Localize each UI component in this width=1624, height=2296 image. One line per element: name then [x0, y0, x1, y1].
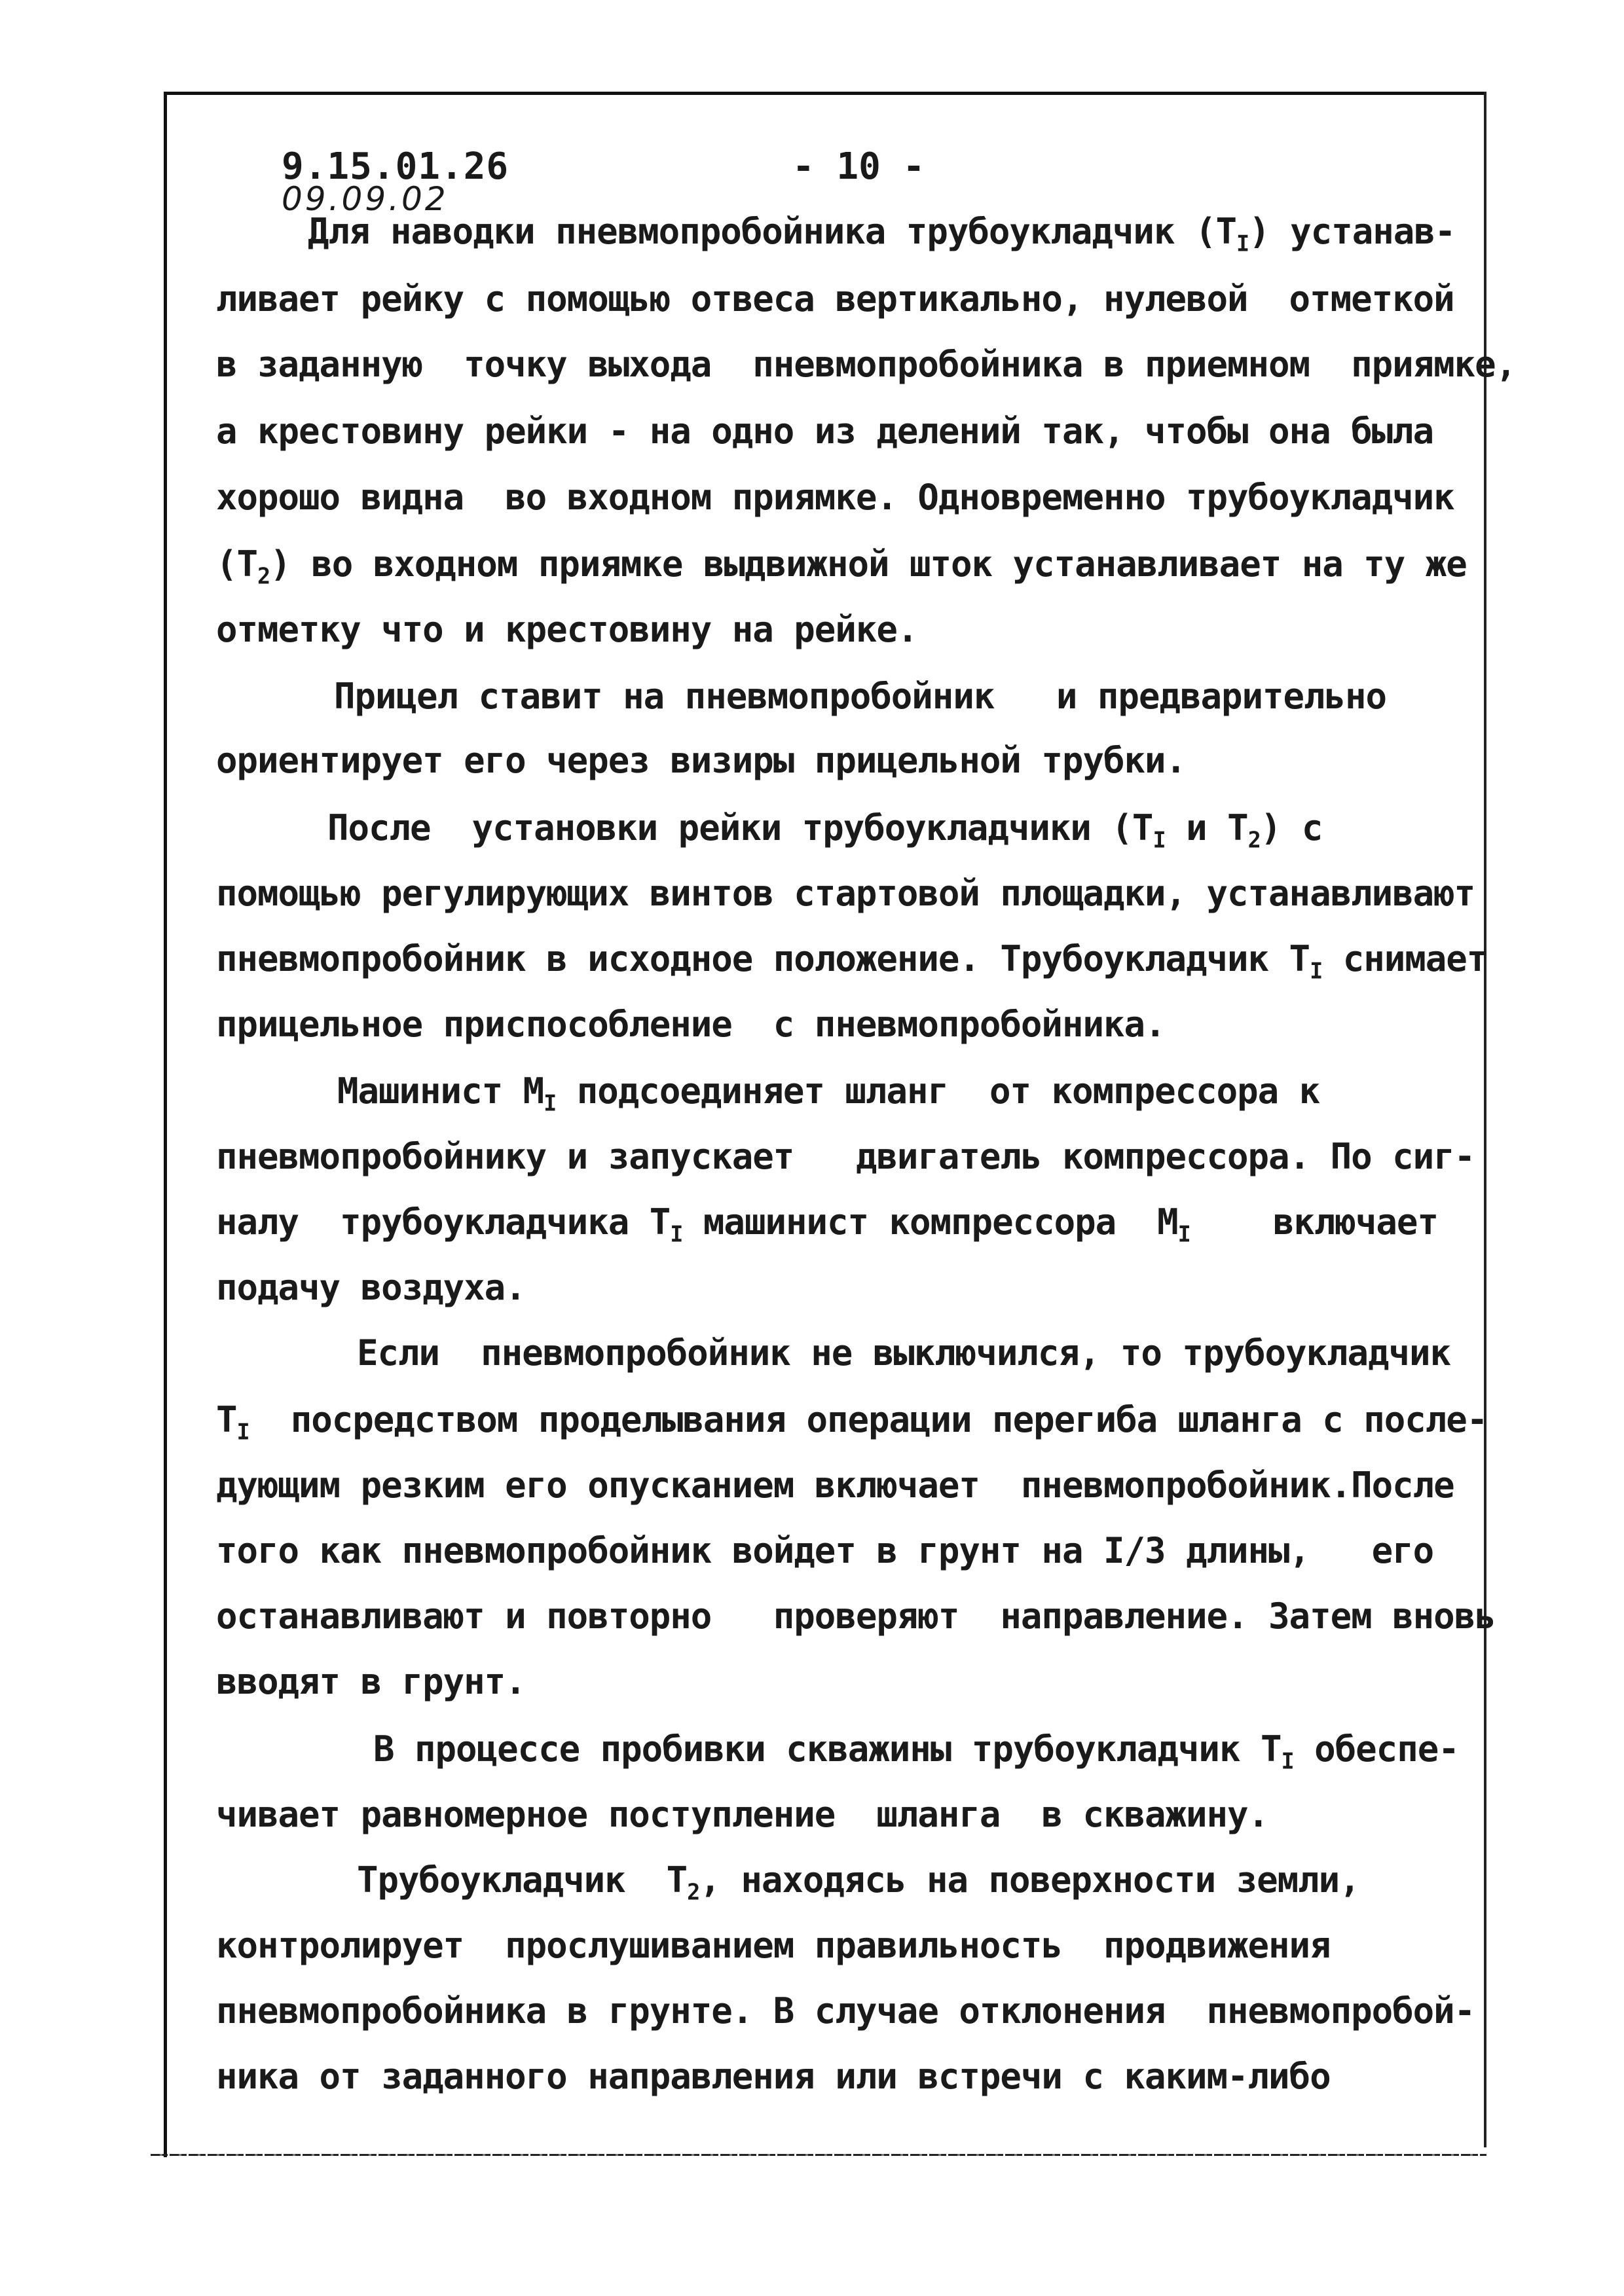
text-segment: пневмопробойника в грунте. В случае отклонения пневмопробой- — [216, 1990, 1475, 2032]
text-segment: После установки рейки трубоукладчики (Т — [327, 807, 1153, 848]
text-line — [216, 1530, 1434, 1571]
handwritten-date: 09.09.02 — [282, 180, 449, 218]
text-segment: машинист компрессора М — [682, 1201, 1178, 1243]
text-segment: подачу воздуха. — [216, 1267, 526, 1308]
text-segment: ника от заданного направления или встречи с каким-либо — [216, 2056, 1331, 2097]
text-segment: ) устанав- — [1249, 211, 1456, 252]
text-line — [216, 1136, 1475, 1177]
text-segment: того как пневмопробойник войдет в грунт на I/3 длины, его — [216, 1530, 1434, 1571]
page-frame-top-border — [164, 92, 1486, 95]
page-number: - 10 - — [792, 145, 925, 188]
subscript-index: I — [1236, 230, 1249, 257]
subscript-index: 2 — [1247, 827, 1261, 853]
text-line — [373, 1728, 1459, 1774]
text-line — [216, 543, 1467, 589]
text-line — [357, 1859, 1360, 1905]
text-segment: Трубоукладчик Т — [357, 1859, 688, 1901]
text-line — [216, 2056, 1331, 2097]
text-line — [216, 740, 1187, 781]
text-line — [216, 278, 1454, 319]
text-segment: останавливают и повторно проверяют направление. Затем вновь — [216, 1595, 1496, 1637]
text-segment: отметку что и крестовину на рейке. — [216, 609, 918, 650]
text-line — [216, 1004, 1166, 1045]
text-line — [216, 1399, 1488, 1445]
text-segment: а крестовину рейки - на одно из делений так, чтобы она была — [216, 410, 1434, 452]
text-segment: помощью регулирующих винтов стартовой площадки, устанавливают — [216, 873, 1475, 914]
text-segment: пневмопробойнику и запускает двигатель компрессора. По сиг- — [216, 1136, 1475, 1177]
text-segment: Прицел ставит на пневмопробойник и предварительно — [334, 676, 1387, 717]
text-segment: В процессе пробивки скважины трубоукладчик Т — [373, 1728, 1282, 1770]
text-segment: Т — [216, 1399, 237, 1440]
text-segment: включает — [1190, 1201, 1438, 1243]
text-line — [308, 211, 1456, 257]
page-frame-right-border — [1484, 92, 1486, 2147]
subscript-index: I — [236, 1419, 249, 1445]
text-line — [327, 807, 1323, 853]
text-line — [216, 477, 1454, 518]
text-segment: (Т — [216, 543, 258, 585]
text-line — [337, 1070, 1320, 1116]
subscript-index: I — [1153, 827, 1166, 853]
page-frame-left-border — [164, 92, 167, 2157]
text-segment: и Т — [1165, 807, 1248, 848]
text-segment: ) во входном приямке выдвижной шток устанавливает на ту же — [270, 543, 1467, 585]
text-line — [216, 1267, 526, 1308]
text-segment: обеспе- — [1293, 1728, 1459, 1770]
text-line — [216, 609, 918, 650]
text-segment: пневмопробойник в исходное положение. Трубоукладчик Т — [216, 938, 1310, 979]
document-code: 9.15.01.26 — [282, 145, 509, 188]
text-line — [216, 1925, 1331, 1966]
text-segment: ) с — [1260, 807, 1323, 848]
text-segment: вводят в грунт. — [216, 1661, 526, 1702]
text-segment: чивает равномерное поступление шланга в скважину. — [216, 1794, 1269, 1835]
text-line — [216, 1794, 1269, 1835]
text-segment: Машинист М — [337, 1070, 544, 1112]
subscript-index: I — [1281, 1748, 1294, 1774]
text-segment: Если пневмопробойник не выключился, то трубоукладчик — [357, 1332, 1451, 1374]
subscript-index: 2 — [257, 563, 270, 589]
text-segment: Для наводки пневмопробойника трубоукладчик (Т — [308, 211, 1236, 252]
text-line — [334, 676, 1387, 717]
text-line — [216, 1465, 1454, 1506]
text-line — [216, 938, 1488, 984]
text-segment: налу трубоукладчика Т — [216, 1201, 671, 1243]
text-line — [216, 1201, 1438, 1247]
text-segment: снимает — [1322, 938, 1488, 979]
text-segment: , находясь на поверхности земли, — [699, 1859, 1360, 1901]
subscript-index: 2 — [687, 1879, 700, 1905]
subscript-index: I — [670, 1221, 683, 1247]
text-line — [216, 1990, 1475, 2032]
text-line — [216, 1661, 526, 1702]
page-frame-bottom-border — [151, 2154, 1486, 2156]
text-line — [216, 410, 1434, 452]
text-segment: хорошо видна во входном приямке. Одновременно трубоукладчик — [216, 477, 1454, 518]
text-line — [216, 873, 1475, 914]
text-segment: контролирует прослушиванием правильность продвижения — [216, 1925, 1331, 1966]
text-segment: посредством проделывания операции перегиба шланга с после- — [249, 1399, 1488, 1440]
text-line — [216, 1595, 1496, 1637]
text-segment: ливает рейку с помощью отвеса вертикально, нулевой отметкой — [216, 278, 1454, 319]
subscript-index: I — [1310, 958, 1323, 984]
text-line — [216, 344, 1517, 385]
text-segment: ориентирует его через визиры прицельной трубки. — [216, 740, 1187, 781]
text-line — [357, 1332, 1451, 1374]
text-segment: дующим резким его опусканием включает пневмопробойник.После — [216, 1465, 1454, 1506]
text-segment: подсоединяет шланг от компрессора к — [556, 1070, 1320, 1112]
subscript-index: I — [1177, 1221, 1190, 1247]
text-segment: прицельное приспособление с пневмопробойника. — [216, 1004, 1166, 1045]
text-segment: в заданную точку выхода пневмопробойника в приемном приямке, — [216, 344, 1517, 385]
subscript-index: I — [544, 1090, 557, 1116]
